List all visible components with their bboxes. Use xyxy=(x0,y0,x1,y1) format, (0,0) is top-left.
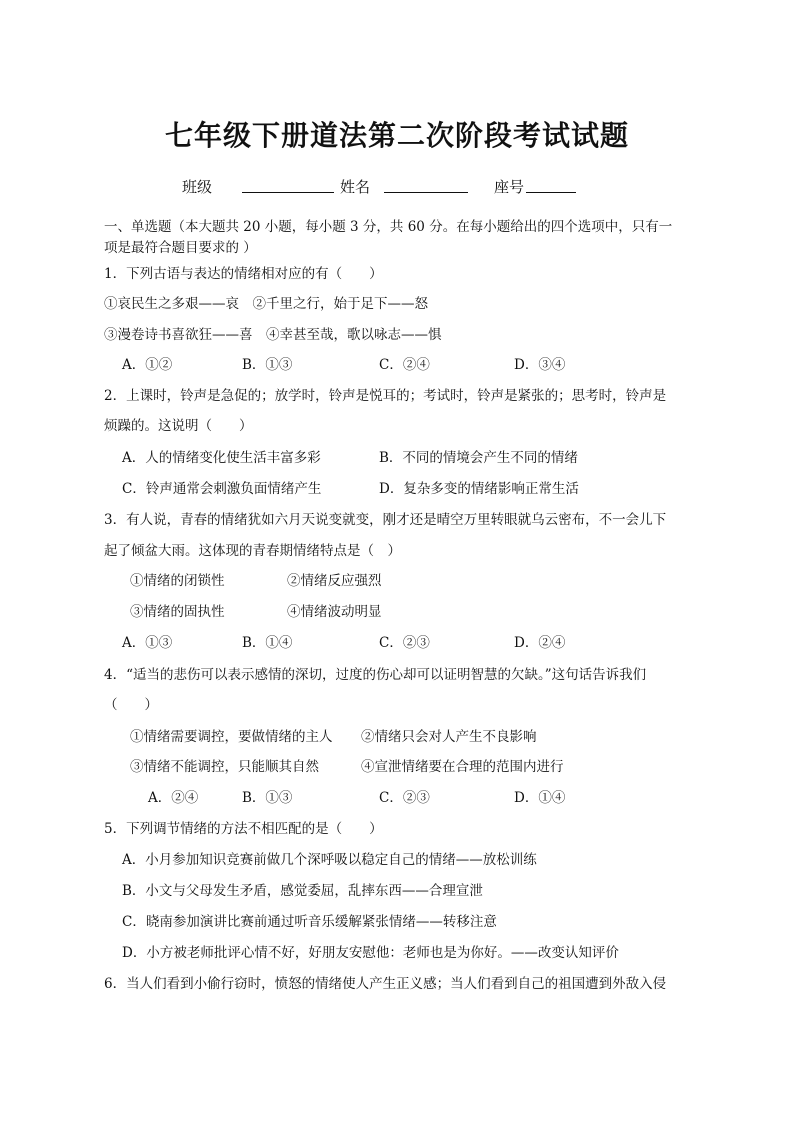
page-title: 七年级下册道法第二次阶段考试试题 xyxy=(164,119,629,152)
name-label: 姓名 xyxy=(340,178,371,196)
question-3-item-4: ④情绪波动明显 xyxy=(287,604,382,620)
question-4-stem-line-1: 4．“适当的悲伤可以表示感情的深切，过度的伤心却可以证明智慧的欠缺。”这句话告诉我们 xyxy=(104,667,647,683)
question-2-option-a[interactable]: A．人的情绪变化使生活丰富多彩 xyxy=(122,450,321,466)
name-blank[interactable] xyxy=(384,176,468,193)
question-4-item-4: ④宣泄情绪要在合理的范围内进行 xyxy=(361,759,564,775)
question-1-option-d[interactable]: D．③④ xyxy=(514,357,566,373)
question-2-option-b[interactable]: B．不同的情境会产生不同的情绪 xyxy=(379,450,578,466)
class-label: 班级 xyxy=(182,178,213,196)
question-4-stem-line-2: （ ） xyxy=(104,697,158,713)
question-4-option-a[interactable]: A．②④ xyxy=(148,790,199,806)
section-heading-line-1: 一、单选题（本大题共 20 小题，每小题 3 分，共 60 分。在每小题给出的四个选项中，只有一 xyxy=(104,219,673,235)
question-4-option-d[interactable]: D．①④ xyxy=(514,790,566,806)
question-4-item-1: ①情绪需要调控，要做情绪的主人 xyxy=(130,729,333,745)
section-heading-line-2: 项是最符合题目要求的 ） xyxy=(104,240,257,256)
student-info-row xyxy=(182,176,576,197)
question-3-stem-line-2: 起了倾盆大雨。这体现的青春期情绪特点是（ ） xyxy=(104,543,401,559)
question-5-option-b[interactable]: B．小文与父母发生矛盾，感觉委屈，乱摔东西——合理宣泄 xyxy=(122,883,483,899)
question-5-stem: 5．下列调节情绪的方法不相匹配的是（ ） xyxy=(104,821,383,837)
seat-blank[interactable] xyxy=(526,176,576,193)
question-5-option-d[interactable]: D．小方被老师批评心情不好，好朋友安慰他：老师也是为你好。——改变认知评价 xyxy=(122,945,619,961)
question-4-item-3: ③情绪不能调控，只能顺其自然 xyxy=(130,759,319,775)
question-4-option-b[interactable]: B．①③ xyxy=(242,790,293,806)
question-5-option-c[interactable]: C．晓南参加演讲比赛前通过听音乐缓解紧张情绪——转移注意 xyxy=(122,914,497,930)
question-1-item-2: ③漫卷诗书喜欲狂——喜 ④幸甚至哉，歌以咏志——惧 xyxy=(104,327,442,343)
question-3-option-c[interactable]: C．②③ xyxy=(379,635,430,651)
question-3-option-a[interactable]: A．①③ xyxy=(122,635,173,651)
question-3-item-1: ①情绪的闭锁性 xyxy=(130,573,225,589)
question-1-item-1: ①哀民生之多艰——哀 ②千里之行，始于足下——怒 xyxy=(104,296,428,312)
question-5-option-a[interactable]: A．小月参加知识竞赛前做几个深呼吸以稳定自己的情绪——放松训练 xyxy=(122,852,537,868)
question-4-item-2: ②情绪只会对人产生不良影响 xyxy=(361,729,537,745)
question-1-option-a[interactable]: A．①② xyxy=(122,357,173,373)
question-6-stem-line-1: 6．当人们看到小偷行窃时，愤怒的情绪使人产生正义感；当人们看到自己的祖国遭到外敌入侵 xyxy=(104,976,667,992)
question-3-option-b[interactable]: B．①④ xyxy=(242,635,293,651)
question-2-option-c[interactable]: C．铃声通常会刺激负面情绪产生 xyxy=(122,481,322,497)
question-1-stem: 1．下列古语与表达的情绪相对应的有（ ） xyxy=(104,266,383,282)
question-1-option-b[interactable]: B．①③ xyxy=(242,357,293,373)
question-3-item-3: ③情绪的固执性 xyxy=(130,604,225,620)
question-2-stem-line-2: 烦躁的。这说明（ ） xyxy=(104,418,253,434)
question-3-option-d[interactable]: D．②④ xyxy=(514,635,566,651)
class-blank[interactable] xyxy=(242,176,334,193)
seat-label: 座号 xyxy=(494,178,525,196)
question-3-stem-line-1: 3．有人说，青春的情绪犹如六月天说变就变，刚才还是晴空万里转眼就乌云密布，不一会儿下 xyxy=(104,512,667,528)
question-3-item-2: ②情绪反应强烈 xyxy=(287,573,382,589)
question-4-option-c[interactable]: C．②③ xyxy=(379,790,430,806)
question-2-option-d[interactable]: D．复杂多变的情绪影响正常生活 xyxy=(379,481,579,497)
question-1-option-c[interactable]: C．②④ xyxy=(379,357,430,373)
question-2-stem-line-1: 2．上课时，铃声是急促的；放学时，铃声是悦耳的；考试时，铃声是紧张的；思考时，铃声是 xyxy=(104,388,667,404)
